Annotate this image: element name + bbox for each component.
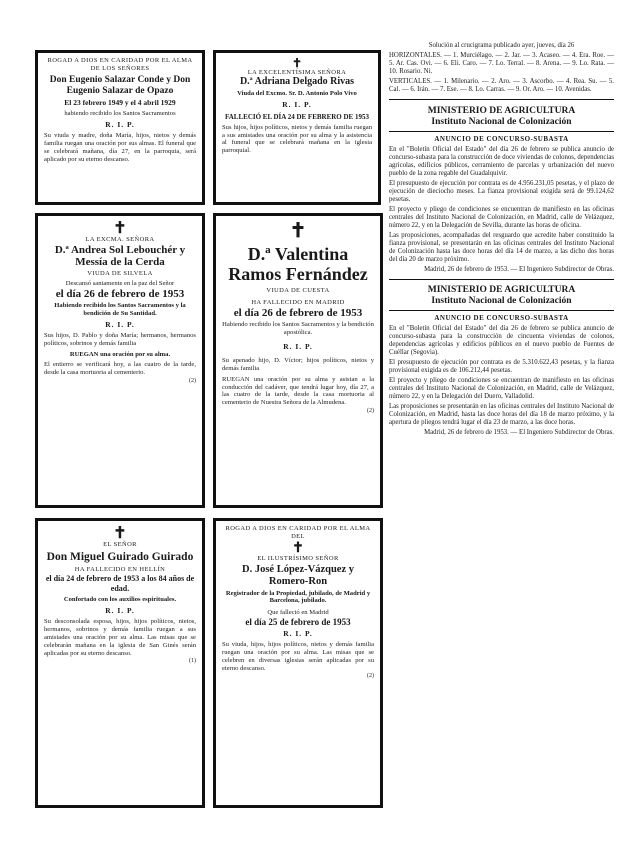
obituary-header: LA EXCELENTÍSIMA SEÑORA — [247, 69, 347, 76]
obituary-sol-leboucher — [35, 213, 205, 508]
obituary-date: el día 25 de febrero de 1953 — [245, 617, 351, 627]
obituary-rip: R. I. P. — [105, 319, 135, 329]
obituary-body: Su desconsolada esposa, hijos, hijos políticos, nietos, hermanos, sobrinos y demás familia ruegan a sus amistades una oración por su alma. Las misas que se celebrarán mañana en la iglesia de San Ginés serán aplicadas por su eterno descanso. — [44, 618, 196, 657]
obituary-signature: (1) — [189, 658, 196, 665]
obituary-top: ROGAD A DIOS EN CARIDAD POR EL ALMA DEL — [225, 525, 371, 541]
announcement-title-1: ANUNCIO DE CONCURSO-SUBASTA — [434, 135, 569, 143]
obituary-date: El 23 febrero 1949 y el 4 abril 1929 — [64, 98, 176, 108]
obituary-name: D.ª Valentina Ramos Fernández — [228, 244, 368, 284]
cross-icon: ✝ — [289, 218, 307, 242]
crossword-verticales: VERTICALES. — 1. Milenario. — 2. Aro. — 3. Ascorbo. — 4. Rea. Su. — 5. Cal. — 6. Irán. — 7. Ese. — 8. Lo. Carras. — 9. Or. Aro. — 10. Avenidas. — [389, 78, 614, 93]
obituary-header: EL SEÑOR — [103, 541, 137, 548]
institute-title-1: Instituto Nacional de Colonización — [431, 117, 572, 127]
obituary-body: Sus hijos, hijos políticos, nietos y demás familia ruegan a sus amistades una oración por su alma y la asistencia al funeral que se celebrará mañana en la iglesia parroquial. — [222, 123, 372, 155]
obituary-note: Descansó santamente en la paz del Señor — [65, 280, 175, 288]
announcement-1-p1: En el "Boletín Oficial del Estado" del día 26 de febrero se publica anuncio de concurso-subasta para la construcción de doce viviendas de colonos, dependencias agrícolas, edificios públicos, cerramiento de parcelas y urbanización del nuevo pueblo de la zona regable del Guadalquivir. — [389, 146, 614, 177]
obituary-header: LA EXCMA. SEÑORA — [85, 236, 155, 243]
section-divider — [389, 279, 614, 280]
obituary-signature: (2) — [189, 377, 196, 384]
obituary-body: Su apenado hijo, D. Víctor; hijos políticos, nietos y demás familia — [222, 357, 374, 372]
obituary-body: Su viuda y madre, doña María, hijos, nietos y demás familia ruegan una oración por sus almas. El funeral que se celebrará mañana, día 27, en la parroquia, será aplicado por su eterno descanso. — [44, 132, 196, 163]
obituary-note: Que falleció en Madrid — [267, 609, 329, 617]
obituary-sub: VIUDA DE CUESTA — [266, 287, 330, 294]
obituary-signature: (2) — [367, 673, 374, 680]
obituary-date: el día 26 de febrero de 1953 — [55, 288, 185, 301]
ministry-title-1: MINISTERIO DE AGRICULTURA — [427, 106, 576, 116]
announcement-2-p4: Las proposiciones se presentarán en las oficinas centrales del Instituto Nacional de Colonización, en Madrid, hasta las doce horas del día 18 de marzo próximo, y la apertura de pliegos tendrá lugar el día 23 de marzo, a las doce horas. — [389, 403, 614, 426]
obituary-body: Sus hijos, D. Pablo y doña María; hermanos, hermanos políticos, sobrinos y demás familia — [44, 332, 196, 347]
obituary-sub: Registrador de la Propiedad, jubilado, de Madrid y Barcelona, jubilado. — [225, 589, 371, 605]
obituary-name: Don Miguel Guirado Guirado — [46, 551, 194, 564]
obituary-name: D.ª Adriana Delgado Rivas — [239, 76, 355, 88]
obituary-note: habiendo recibido los Santos Sacramentos — [64, 110, 176, 118]
obituary-ruegan: RUEGAN una oración por su alma y asistan a la conducción del cadáver, que tendrá lugar hoy, día 27, a las cuatro de la tarde, desde la casa mortuoria al cementerio de Nuestra Señora de la Almudena. — [222, 375, 374, 407]
obituary-rip: R. I. P. — [283, 342, 313, 351]
obituary-body: Su viuda, hijos, hijos políticos, nietos y demás familia ruegan una oración por su alma. Las misas que se celebren en diversas iglesias serán aplicadas por su eterno descanso. — [222, 641, 374, 672]
obituary-after: Habiendo recibido los Santos Sacramentos y la bendición de Su Santidad. — [54, 302, 186, 317]
announcement-1-date: Madrid, 26 de febrero de 1953. — El Ingeniero Subdirector de Obras. — [424, 266, 614, 273]
ministry-title-2: MINISTERIO DE AGRICULTURA — [427, 285, 576, 295]
obituary-after: Habiendo recibido los Santos Sacramentos y la bendición apostólica. — [222, 321, 374, 337]
obituary-header: ROGAD A DIOS EN CARIDAD POR EL ALMA DE LOS SEÑORES — [47, 57, 193, 73]
crossword-horizontales: HORIZONTALES. — 1. Murciélago. — 2. Jar. — 3. Acaseo. — 4. Era. Roe. — 5. Ar. Cas. Ovi. — 6. Eli. Caro. — 7. Lo. Terral. — 8. Arena. — 9. Lo. Rata. — 10. Rosario. Ni. — [389, 52, 614, 75]
obituary-header: EL ILUSTRÍSIMO SEÑOR — [257, 555, 339, 563]
cross-icon: ✝ — [292, 540, 304, 557]
obituary-date: el día 26 de febrero de 1953 — [233, 307, 363, 320]
institute-title-2: Instituto Nacional de Colonización — [431, 296, 572, 306]
obituary-name: D.ª Andrea Sol Lebouchér y Messía de la Cerda — [54, 244, 186, 269]
announcement-2-p3: El proyecto y pliego de condiciones se encuentran de manifiesto en las oficinas centrales del Instituto Nacional de Colonización, en Madrid, calle de Velázquez, número 22, y en la Delegación del Duero, Valladolid. — [389, 377, 614, 400]
cross-icon: ✝ — [113, 523, 127, 542]
obituary-rip: R. I. P. — [105, 120, 135, 130]
announcement-2-date: Madrid, 26 de febrero de 1953. — El Ingeniero Subdirector de Obras. — [424, 429, 614, 436]
obituary-sub: VIUDA DE SILVELA — [87, 270, 153, 278]
announcement-1-p4: Las proposiciones, acompañadas del resguardo que acredite haber constituido la fianza provisional, se presentarán en las oficinas centrales del Instituto Nacional de Colonización hasta las doce horas del día 14 de marzo, a las dicho dos horas del día 20 de marzo próximo. — [389, 232, 614, 263]
obituary-signature: (2) — [367, 407, 374, 414]
announcement-1-p2: El presupuesto de ejecución por contrata es de 4.956.231,05 pesetas, y el plazo de ejecución de dieciocho meses. La fianza provisional exigida será de 99.124,62 pesetas. — [389, 180, 614, 203]
obituary-ramos — [213, 213, 383, 508]
obituary-rip: R. I. P. — [105, 606, 135, 616]
obituary-ruegan: RUEGAN una oración por su alma. — [69, 350, 171, 358]
obituary-died: HA FALLECIDO EN MADRID — [251, 299, 345, 307]
obituary-lopez-vazquez — [213, 518, 383, 808]
cross-icon: ✝ — [291, 56, 303, 70]
announcement-2-p1: En el "Boletín Oficial del Estado" del día 26 de febrero se publica anuncio de concurso-subasta para la construcción de cincuenta viviendas de colonos, dependencias agrícolas y edificios públicos en el nuevo pueblo de Fuentes de Cuéllar (Segovia). — [389, 325, 614, 356]
obituary-name: D. José López-Vázquez y Romero-Ron — [242, 563, 354, 587]
divider — [389, 131, 614, 132]
obituary-delgado — [213, 50, 381, 205]
obituary-died: HA FALLECIDO EN HELLÍN — [74, 566, 166, 574]
obituary-date: el día 24 de febrero de 1953 a los 84 años de edad. — [45, 574, 195, 594]
obituary-sub: Viuda del Excmo. Sr. D. Antonio Polo Vivo — [237, 89, 357, 97]
announcement-1-p3: El proyecto y pliego de condiciones se encuentran de manifiesto en las oficinas centrales del Instituto Nacional de Colonización, en Madrid, calle de Velázquez, número 22, y en la Delegación de Sevilla, durante las horas de oficina. — [389, 206, 614, 229]
announcement-2-p2: El presupuesto de ejecución por contrata es de 5.310.622,43 pesetas, y la fianza provisional exigida es de 106.212,44 pesetas. — [389, 359, 614, 374]
obituary-name: Don Eugenio Salazar Conde y Don Eugenio Salazar de Opazo — [49, 75, 191, 96]
section-divider — [389, 99, 614, 100]
obituary-rip: R. I. P. — [283, 629, 313, 638]
obituary-guirado — [35, 518, 205, 808]
right-column — [389, 42, 614, 439]
obituary-salazar — [35, 50, 205, 205]
cross-icon: ✝ — [113, 218, 127, 237]
crossword-intro: Solución al crucigrama publicado ayer, jueves, día 26 — [428, 42, 575, 49]
obituary-after: Confortado con los auxilios espirituales. — [63, 596, 177, 604]
announcement-title-2: ANUNCIO DE CONCURSO-SUBASTA — [434, 314, 569, 322]
obituary-end: El entierro se verificará hoy, a las cuatro de la tarde, desde la casa mortuoria al cementerio. — [44, 361, 196, 377]
obituary-date: FALLECIÓ EL DÍA 24 DE FEBRERO DE 1953 — [225, 112, 369, 121]
divider — [389, 310, 614, 311]
obituary-rip: R. I. P. — [282, 99, 312, 109]
